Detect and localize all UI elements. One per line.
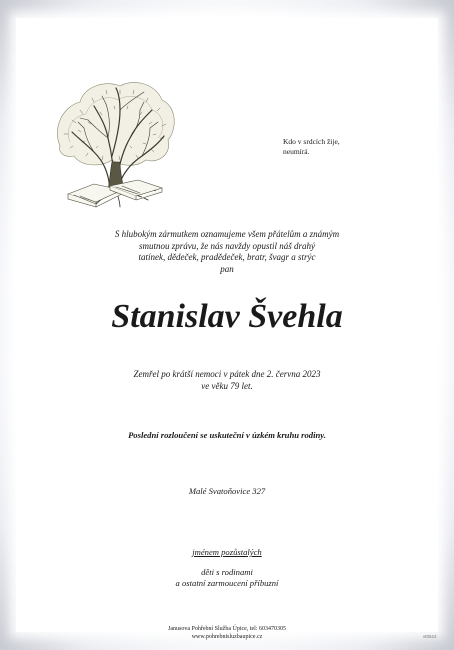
death-line-2: ve věku 79 let. xyxy=(201,380,253,391)
death-details xyxy=(40,369,414,392)
motto-quote xyxy=(283,137,403,157)
mourners-line-2: a ostatní zarmoucení příbuzní xyxy=(175,578,279,588)
mourners-line-1: děti s rodinami xyxy=(201,567,253,577)
motto-line-1: Kdo v srdcích žije, xyxy=(283,137,340,146)
farewell-notice: Poslední rozloučení se uskuteční v úzkém kruhu rodiny. xyxy=(128,430,326,440)
announcement-text xyxy=(40,229,414,275)
footer-line-2: www.pohrebnisluzbaupice.cz xyxy=(191,633,263,640)
announcement-line-1: S hlubokým zármutkem oznamujeme všem přátelům a známým xyxy=(114,229,340,239)
announcement-line-2: smutnou zprávu, že nás navždy opustil náš drahý xyxy=(139,240,315,251)
tree-on-books-icon xyxy=(50,76,180,208)
footer-line-1: Janusova Pohřební Služba Úpice, tel: 603470305 xyxy=(168,626,286,632)
address: Malé Svatoňovice 327 xyxy=(188,486,266,496)
document-code: vt0524 xyxy=(423,634,437,639)
announcement-line-3: tatínek, dědeček, pradědeček, bratr, švagr a strýc xyxy=(138,252,316,262)
funeral-service-footer xyxy=(40,626,414,641)
death-line-1: Zemřel po krátší nemoci v pátek dne 2. června 2023 xyxy=(133,369,321,379)
deceased-name: Stanislav Švehla xyxy=(111,298,343,335)
motto-line-2: neumírá. xyxy=(283,147,310,156)
announcement-line-4: pan xyxy=(220,263,234,274)
on-behalf-heading xyxy=(40,546,414,558)
mourners xyxy=(40,567,414,589)
on-behalf-label: jménem pozůstalých xyxy=(192,547,262,557)
